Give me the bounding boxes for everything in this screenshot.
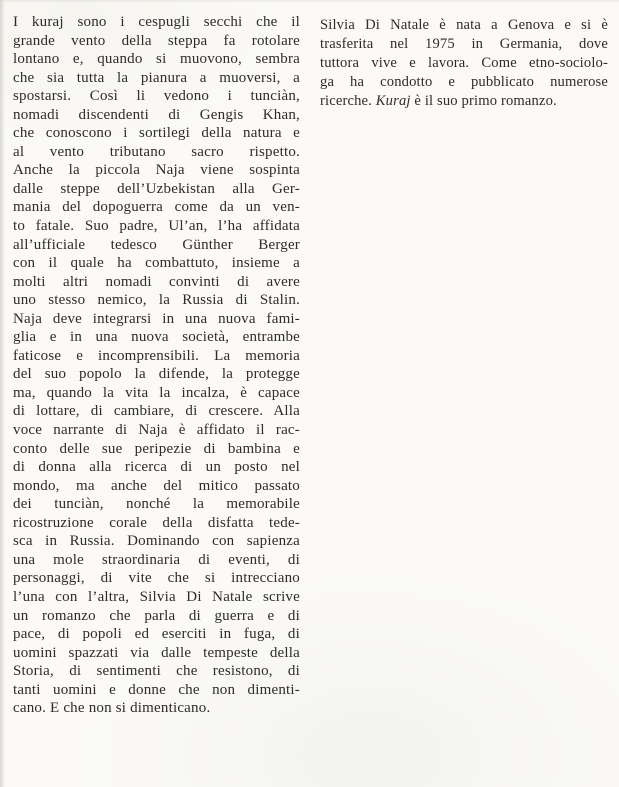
synopsis-line: all’ufficiale tedesco Günther Berger [13,236,300,253]
bio-line: Silvia Di Natale è nata a Genova e si è [320,17,608,33]
synopsis-line: nomadi discendenti di Gengis Khan, [13,106,300,123]
synopsis-line: dei tunciàn, nonché la memorabile [13,496,300,513]
synopsis-line: conto delle sue peripezie di bambina e [13,440,300,457]
synopsis-line: del suo popolo la difende, la protegge [13,366,300,383]
synopsis-line: un romanzo che parla di guerra e di [13,607,300,624]
synopsis-line: una mole straordinaria di eventi, di [13,551,300,568]
synopsis-line: al vento tributano sacro rispetto. [13,143,300,160]
synopsis-line: con il quale ha combattuto, insieme a [13,255,300,272]
synopsis-line: spostarsi. Così li vedono i tunciàn, [13,88,300,105]
synopsis-line: di lottare, di cambiare, di crescere. Alla [13,403,300,420]
synopsis-line: to fatale. Suo padre, Ul’an, l’ha affidata [13,218,300,235]
synopsis-line: Storia, di sentimenti che resistono, di [13,663,300,680]
synopsis-line: l’una con l’altra, Silvia Di Natale scrive [13,588,300,605]
synopsis-line: voce narrante di Naja è affidato il rac- [13,422,300,439]
synopsis-line: uomini spazzati via dalle tempeste della [13,644,300,661]
synopsis-line: lontano e, quando si muovono, sembra [13,51,300,68]
synopsis-line: personaggi, di vite che si intrecciano [13,570,300,587]
scan-top-edge [0,0,619,3]
synopsis-line: sca in Russia. Dominando con sapienza [13,533,300,550]
synopsis-line: glia e in una nuova società, entrambe [13,329,300,346]
synopsis-line: cano. E che non si dimenticano. [13,700,211,717]
book-title-italic: Kuraj [375,93,411,109]
bio-text: ricerche. [320,93,376,109]
synopsis-line: mondo, ma anche del mitico passato [13,477,300,494]
synopsis-line: uno stesso nemico, la Russia di Stalin. [13,292,300,309]
synopsis-column [13,13,300,718]
bio-line: ga ha condotto e pubblicato numerose [320,74,608,90]
synopsis-line: ma, quando la vita la incalza, è capace [13,384,300,401]
synopsis-line: di donna alla ricerca di un posto nel [13,459,300,476]
bio-line: tuttora vive e lavora. Come etno-sociolo- [320,55,608,71]
bio-line [320,92,608,111]
synopsis-line: pace, di popoli ed eserciti in fuga, di [13,626,300,643]
synopsis-line: dalle steppe dell’Uzbekistan alla Ger- [13,180,300,197]
synopsis-line: che sia tutta la pianura a muoversi, a [13,69,300,86]
synopsis-line: molti altri nomadi convinti di avere [13,273,300,290]
bio-line: trasferita nel 1975 in Germania, dove [320,36,608,52]
author-bio-column [320,16,608,111]
synopsis-line: Anche la piccola Naja viene sospinta [13,162,300,179]
synopsis-line: tanti uomini e donne che non dimenti- [13,681,300,698]
synopsis-line: grande vento della steppa fa rotolare [13,32,300,49]
synopsis-line: che conoscono i sortilegi della natura e [13,125,300,142]
scan-left-edge [0,0,5,787]
synopsis-line: mania del dopoguerra come da un ven- [13,199,300,216]
synopsis-line: faticose e incomprensibili. La memoria [13,347,300,364]
synopsis-line: I kuraj sono i cespugli secchi che il [13,14,300,30]
synopsis-line: ricostruzione corale della disfatta tede- [13,514,300,531]
synopsis-line: Naja deve integrarsi in una nuova fami- [13,310,300,327]
bio-text: è il suo primo romanzo. [410,93,557,109]
